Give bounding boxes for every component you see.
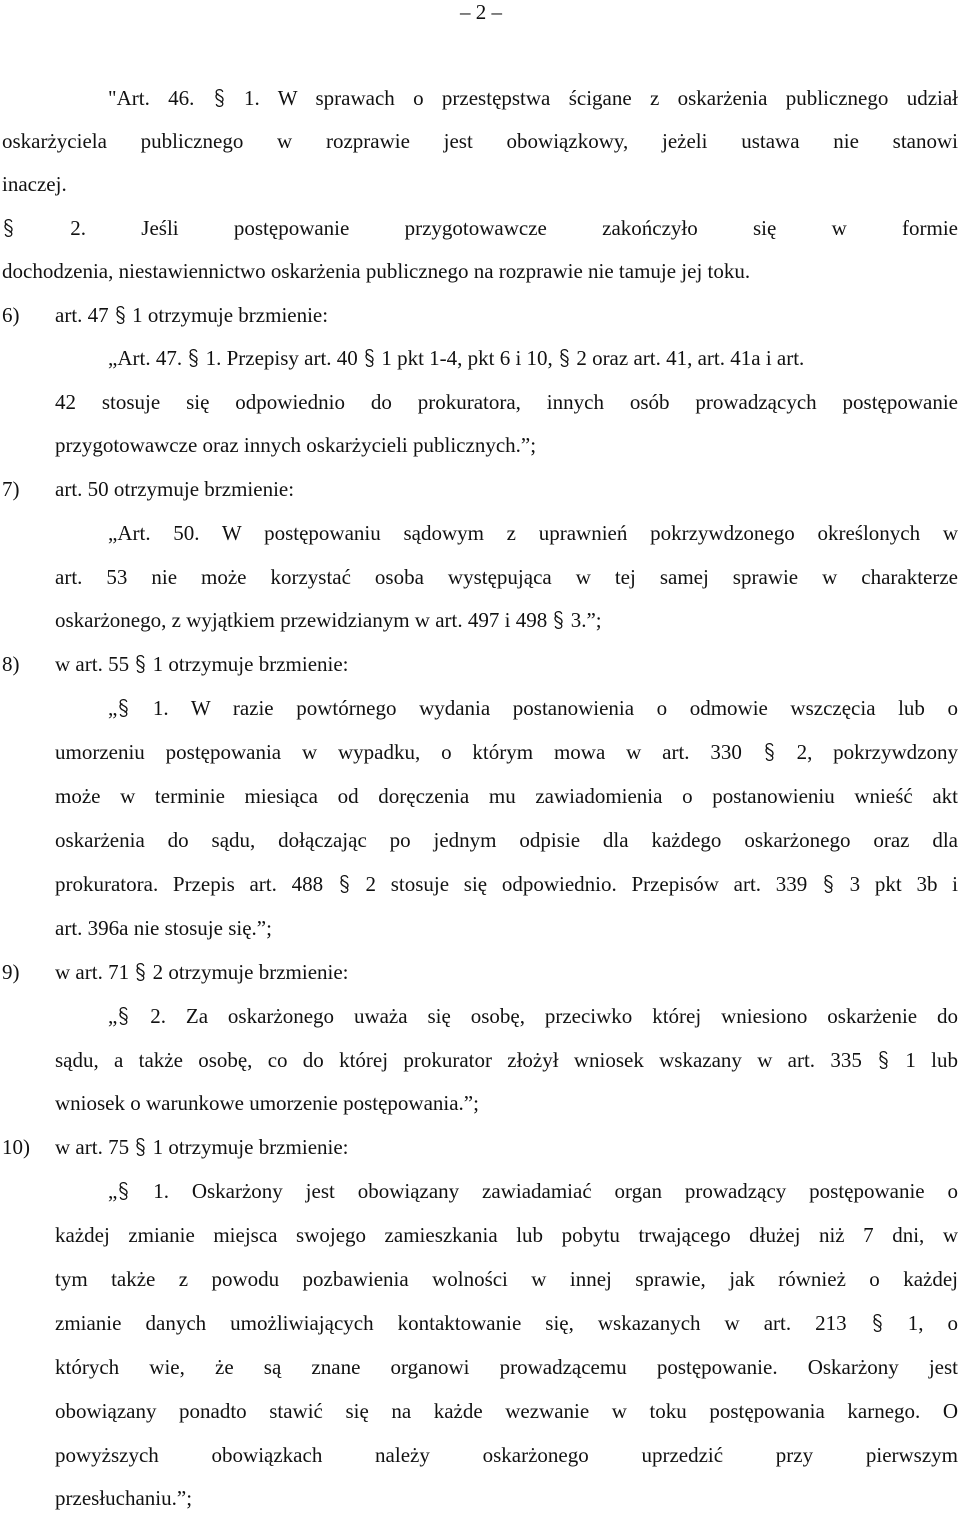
section-sign-icon: [117, 698, 130, 718]
section-sign-icon: [338, 874, 351, 894]
text-segment: 1 otrzymuje brzmienie:: [147, 652, 349, 676]
text-segment: 1. Oskarżony jest obowiązany zawiadamiać organ prowadzący postępowanie o: [130, 1179, 958, 1203]
section-sign-icon: [134, 962, 147, 982]
section-sign-icon: [134, 654, 147, 674]
text-segment: art. 50 otrzymuje brzmienie:: [55, 477, 295, 501]
text-segment: w art. 55: [55, 652, 135, 676]
text-line: [55, 871, 958, 897]
section-sign-icon: [763, 742, 776, 762]
text-line: [2, 171, 67, 197]
text-segment: których wie, że są znane organowi prowadzącemu postępowanie. Oskarżony jest: [55, 1355, 958, 1379]
text-segment: 1, o: [883, 1311, 958, 1335]
section-sign-icon: [363, 348, 376, 368]
text-line: [55, 1266, 958, 1292]
text-segment: oskarżenia do sądu, dołączając po jednym odpisie dla każdego oskarżonego oraz dla: [55, 828, 958, 852]
text-line: [55, 1310, 958, 1336]
section-sign-icon: [2, 218, 15, 238]
text-segment: 1. W sprawach o przestępstwa ścigane z oskarżenia publicznego udział: [225, 86, 958, 110]
text-segment: 1 otrzymuje brzmienie:: [147, 1135, 349, 1159]
text-segment: oskarżonego, z wyjątkiem przewidzianym w art. 497 i 498: [55, 608, 553, 632]
text-segment: może w terminie miesiąca od doręczenia mu zawiadomienia o postanowieniu wnieść akt: [55, 784, 958, 808]
text-line: [108, 1178, 958, 1204]
text-segment: zmianie danych umożliwiających kontaktowanie się, wskazanych w art. 213: [55, 1311, 871, 1335]
text-segment: „: [108, 696, 118, 720]
text-segment: 1. W razie powtórnego wydania postanowienia o odmowie wszczęcia lub o: [130, 696, 958, 720]
text-line: [55, 564, 958, 590]
text-segment: „: [108, 1179, 118, 1203]
text-line: [55, 959, 349, 985]
item-number: 7): [2, 477, 20, 501]
text-segment: 2. Za oskarżonego uważa się osobę, przeciwko której wniesiono oskarżenie do: [130, 1004, 958, 1028]
text-line: [55, 651, 349, 677]
section-sign-icon: [558, 348, 571, 368]
text-segment: 2. Jeśli postępowanie przygotowawcze zakończyło się w formie: [15, 216, 958, 240]
section-sign-icon: [552, 610, 565, 630]
text-line: [55, 1485, 192, 1511]
text-line: [55, 389, 958, 415]
text-segment: 2, pokrzywdzony: [775, 740, 958, 764]
section-sign-icon: [213, 88, 226, 108]
text-segment: dochodzenia, niestawiennictwo oskarżenia publicznego na rozprawie nie tamuje jej toku.: [2, 259, 751, 283]
text-segment: "Art. 46.: [108, 86, 213, 110]
text-segment: 42 stosuje się odpowiednio do prokuratora, innych osób prowadzących postępowanie: [55, 390, 958, 414]
text-line: [55, 607, 602, 633]
text-line: [2, 128, 958, 154]
text-segment: prokuratora. Przepis art. 488: [55, 872, 338, 896]
section-sign-icon: [877, 1050, 890, 1070]
text-line: [55, 739, 958, 765]
text-line: [55, 1090, 479, 1116]
text-segment: 2 stosuje się odpowiednio. Przepisów art. 339: [350, 872, 822, 896]
text-segment: „: [108, 1004, 118, 1028]
text-line: [108, 345, 804, 371]
text-line: [55, 783, 958, 809]
text-segment: 1 lub: [890, 1048, 958, 1072]
text-segment: art. 47: [55, 303, 114, 327]
text-segment: „Art. 47.: [108, 346, 188, 370]
text-line: [55, 1398, 958, 1424]
item-number: 8): [2, 652, 20, 676]
text-segment: 1. Przepisy art. 40: [200, 346, 364, 370]
item-number: 10): [2, 1135, 30, 1159]
text-segment: powyższych obowiązkach należy oskarżonego uprzedzić przy pierwszym: [55, 1443, 958, 1467]
text-segment: przesłuchaniu.”;: [55, 1486, 193, 1510]
text-line: [55, 1222, 958, 1248]
text-segment: przygotowawcze oraz innych oskarżycieli publicznych.”;: [55, 433, 537, 457]
text-line: [55, 1134, 349, 1160]
text-segment: 3 pkt 3b i: [834, 872, 958, 896]
text-segment: art. 53 nie może korzystać osoba występująca w tej samej sprawie w charakterze: [55, 565, 958, 589]
text-segment: umorzeniu postępowania w wypadku, o którym mowa w art. 330: [55, 740, 763, 764]
text-segment: w art. 71: [55, 960, 135, 984]
text-segment: „Art. 50. W postępowaniu sądowym z uprawnień pokrzywdzonego określonych w: [108, 521, 958, 545]
section-sign-icon: [114, 305, 127, 325]
text-segment: art. 396a nie stosuje się.”;: [55, 916, 272, 940]
text-segment: oskarżyciela publicznego w rozprawie jest obowiązkowy, jeżeli ustawa nie stanowi: [2, 129, 958, 153]
text-line: [55, 1442, 958, 1468]
text-line: [2, 215, 958, 241]
section-sign-icon: [134, 1137, 147, 1157]
section-sign-icon: [117, 1181, 130, 1201]
section-sign-icon: [822, 874, 835, 894]
text-segment: 1 otrzymuje brzmienie:: [126, 303, 329, 327]
item-number: 9): [2, 960, 20, 984]
text-segment: 3.”;: [565, 608, 602, 632]
text-line: [55, 432, 536, 458]
text-line: [55, 915, 272, 941]
text-line: [55, 1047, 958, 1073]
text-line: [2, 258, 750, 284]
text-line: [108, 85, 958, 111]
section-sign-icon: [187, 348, 200, 368]
text-line: [55, 1354, 958, 1380]
section-sign-icon: [117, 1006, 130, 1026]
text-line: [108, 695, 958, 721]
text-segment: każdej zmianie miejsca swojego zamieszkania lub pobytu trwającego dłużej niż 7 dni, w: [55, 1223, 958, 1247]
text-segment: sądu, a także osobę, co do której prokurator złożył wniosek wskazany w art. 335: [55, 1048, 878, 1072]
text-segment: inaczej.: [2, 172, 67, 196]
text-segment: w art. 75: [55, 1135, 135, 1159]
text-line: [55, 302, 328, 328]
text-segment: wniosek o warunkowe umorzenie postępowania.”;: [55, 1091, 479, 1115]
page-number: – 2 –: [460, 0, 502, 24]
text-segment: obowiązany ponadto stawić się na każde wezwanie w toku postępowania karnego. O: [55, 1399, 958, 1423]
text-line: [108, 520, 958, 546]
text-line: [55, 827, 958, 853]
item-number: 6): [2, 303, 20, 327]
text-line: [55, 476, 294, 502]
section-sign-icon: [871, 1313, 884, 1333]
text-segment: tym także z powodu pozbawienia wolności w innej sprawie, jak również o każdej: [55, 1267, 958, 1291]
text-segment: 2 oraz art. 41, art. 41a i art.: [571, 346, 805, 370]
text-segment: 1 pkt 1-4, pkt 6 i 10,: [376, 346, 559, 370]
text-segment: 2 otrzymuje brzmienie:: [147, 960, 349, 984]
text-line: [108, 1003, 958, 1029]
